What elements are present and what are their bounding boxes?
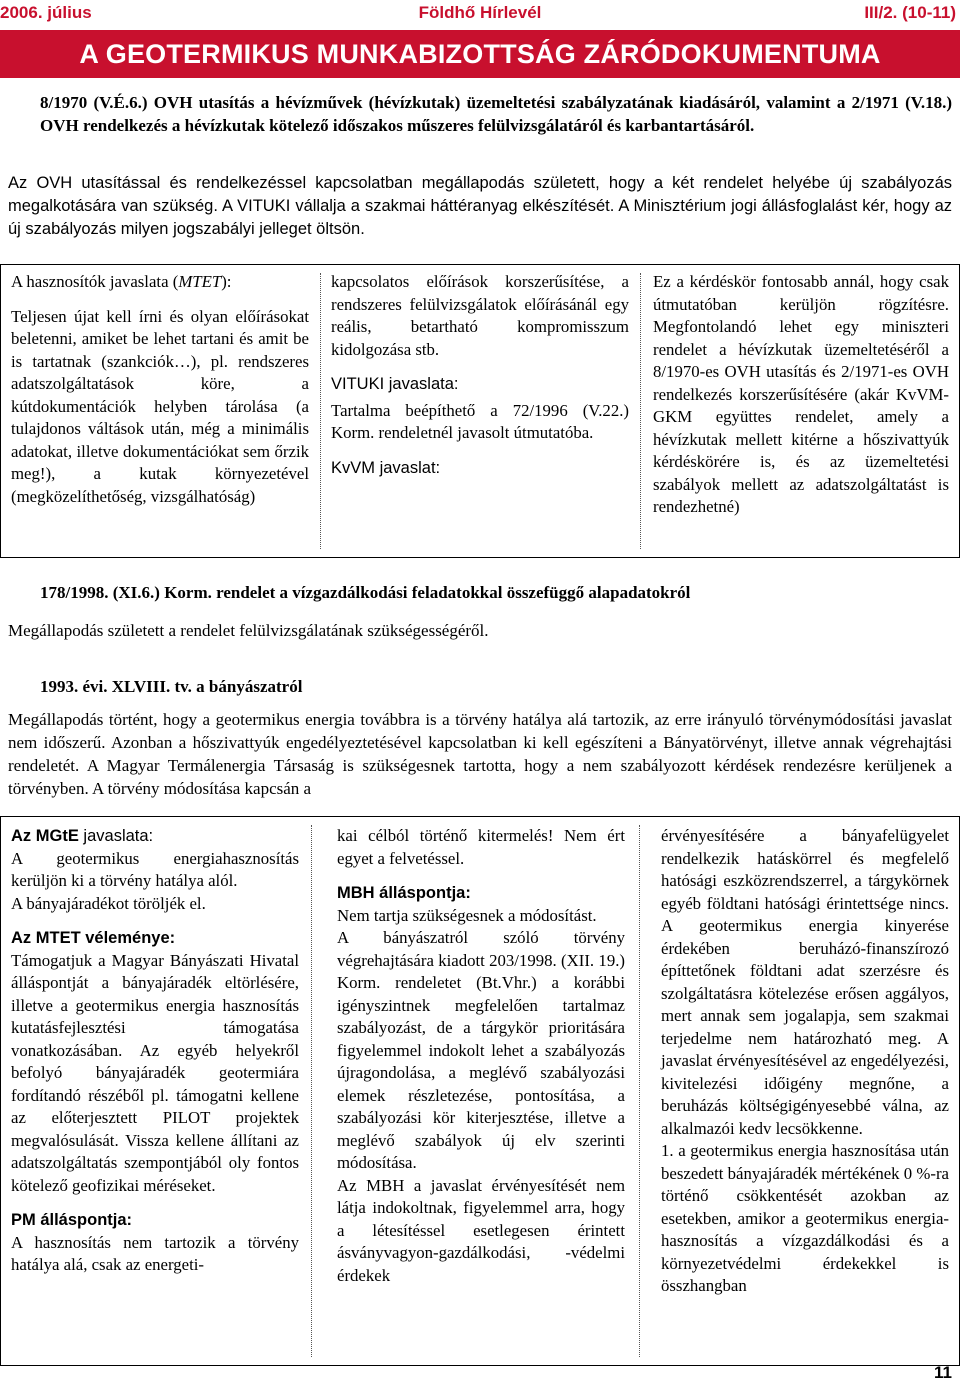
regulation-heading-8-1970: 8/1970 (V.É.6.) OVH utasítás a hévízművek (hévízkutak) üzemeltetési szabályzatának kiadásáról, valamint a 2/1971 (V.18.) OVH rendelkezés a hévízkutak kötelező időszakos műszeres felülvizsgálatáról és karbantartásáról. (40, 93, 952, 135)
mgte-heading: Az MGtE javaslata: (11, 827, 154, 845)
regulation-1993-text: Megállapodás történt, hogy a geotermikus energia továbbra is a törvény hatálya alá tartozik, az erre irányuló törvénymódosítási javaslat nem időszerű. Azonban a hőszivattyúk engedélyeztetésével kapcsolatban ki kell egészíteni a Bányatörvényt, illetve annak végrehajtási rendeletét. A Magyar Termálenergia Társaság is szükségesnek tartotta, hogy a nem szabályozott kérdések rendezésre kerüljenek a törvényben. A törvény módosítása kapcsán a (8, 710, 952, 798)
column-divider (311, 825, 312, 1357)
mtet-opinion-text: Támogatjuk a Magyar Bányászati Hivatal álláspontját a bányajáradék eltörlésére, illetve a geotermikus energia hasznosítás kutatásfejlesztési támogatása vonatkozásában. Az egyéb helyekről befolyó bányajáradék geotermiára fordítandó részéből pl. támogatni kellene az előterjesztett PILOT projektek megvalósulását. Vissza kellene állítani az adatszolgáltatás szempontjából oly fontos kötelező geofizikai méréseket. (11, 950, 299, 1195)
page-header (0, 0, 960, 30)
box2-col1 (11, 825, 299, 1277)
vituki-heading: VITUKI javaslata: (331, 375, 459, 393)
proposals-box-1 (0, 264, 960, 558)
mbh-text: Nem tartja szükségesnek a módosítást. (337, 905, 597, 925)
mbh-heading: MBH álláspontja: (337, 884, 471, 902)
mtet-opinion-heading: Az MTET véleménye: (11, 929, 176, 947)
box1-col2-text: kapcsolatos előírások korszerűsítése, a rendszeres felülvizsgálatok előírásánál egy reális, betartható kompromisszum kidolgozása stb. (331, 272, 629, 359)
box1-col3: Ez a kérdéskör fontosabb annál, hogy csak útmutatóban kerüljön rögzítésre. Megfontolandó lehet egy miniszteri rendelet a hévízkutak üzemeltetéséről a 8/1970-es OVH utasítás és 2/1971-es OVH rendelkezés korszerűsítésére (akár KvVM- GKM együttes rendelet, amely a hévízkutak mellett kitérne a hőszivattyúk kérdéskörére is, és az üzemeltetési szabályok mellett az adatszolgáltatást is rendezhetné) (653, 272, 949, 516)
box2-col3-text: érvényesítésére a bányafelügyelet rendelkezik hatáskörrel és megfelelő hatósági eszközrendszerrel, a tárgykörnek egyéb földtani hatósági érintettsége nincs. A geotermikus energia kinyerése érdekében beruházó-finanszírozó építtetőnek földtani adat szerzésre és szolgáltatásra kötelezése erősen aggályos, mert annak sem jogalapja, sem szakmai terjedelme nem határozható meg. A javaslat érvényesítésével az engedélyezési, kivitelezési időigény megnőne, a beruházás költségigényesebbé válna, az alkalmazói kedv lecsökkenne. (661, 826, 949, 1138)
regulation-178-text: Megállapodás született a rendelet felülvizsgálatának szükségességéről. (8, 621, 489, 640)
mgte-text-1: A geotermikus energiahasznosítás kerüljön ki a törvény hatálya alól. (11, 848, 299, 890)
column-divider (639, 825, 640, 1357)
box1-col1 (11, 271, 309, 508)
pm-text: A hasznosítás nem tartozik a törvény hatálya alá, csak az energeti- (11, 1232, 299, 1274)
box2-col2-text: kai célból történő kitermelés! Nem ért egyet a felvetéssel. (337, 826, 625, 868)
column-divider (320, 273, 321, 549)
header-date: 2006. július (0, 3, 92, 22)
page-number: 11 (934, 1363, 952, 1382)
pm-heading: PM álláspontja: (11, 1211, 133, 1229)
document-title: A GEOTERMIKUS MUNKABIZOTTSÁG ZÁRÓDOKUMENTUMA (0, 30, 960, 78)
header-issue: III/2. (10-11) (864, 3, 956, 22)
header-publication: Földhő Hírlevél (418, 3, 542, 22)
mbh-text-3: Az MBH a javaslat érvényesítését nem látja indokoltnak, figyelemmel arra, hogy a létesítéssel esetlegesen érintett ásványvagyon-gazdálkodási, -védelmi érdekek (337, 1175, 625, 1285)
column-divider (640, 273, 641, 549)
mtet-proposal-text: Teljesen újat kell írni és olyan előírásokat beletenni, amiket be lehet tartani és amit be is tartatnak (szankciók…), pl. rendszeres adatszolgáltatások köre, a kútdokumentációk helyben tárolása (a tulajdonos váltások után, még a minimális adatokat, illetve dokumentációkat sem őrzik meg!), a kutak környezetével (megközelíthetőség, vizsgálhatóság) (11, 306, 309, 506)
vituki-text: Tartalma beépíthető a 72/1996 (V.22.) Korm. rendeletnél javasolt útmutatóba. (331, 400, 629, 442)
proposals-box-2 (0, 816, 960, 1366)
regulation-heading-1993: 1993. évi. XLVIII. tv. a bányászatról (40, 677, 303, 696)
regulation-heading-178: 178/1998. (XI.6.) Korm. rendelet a vízgazdálkodási feladatokkal összefüggő alapadatokról (40, 583, 691, 602)
mtet-proposal-heading: A hasznosítók javaslata (MTET): (11, 272, 232, 291)
mgte-text-2: A bányajáradékot töröljék el. (11, 893, 206, 913)
mbh-text-2: A bányászatról szóló törvény végrehajtására kiadott 203/1998. (XII. 19.) Korm. rendeletet (Bt.Vhr.) a korábbi igényszintnek megfelelően tartalmaz szabályozást, de a tárgykör prioritására figyelemmel indokolt lehet a szabályozás újragondolása, a meglévő szabályozási elemek részletezése, pontosítása, a szabályozási kör kiterjesztése, illetve a meglévő szabályok új elv szerinti módosítása. (337, 928, 625, 1172)
box2-col2 (337, 825, 625, 1287)
ovh-paragraph: Az OVH utasítással és rendelkezéssel kapcsolatban megállapodás született, hogy a két rendelet helyébe új szabályozás megalkotására van szükség. A VITUKI vállalja a szakmai háttéranyag elkészítését. A Minisztérium jogi állásfoglalást kér, hogy az új szabályozás milyen jogszabályi jelleget öltsön. (8, 174, 952, 238)
kvvm-heading: KvVM javaslat: (331, 458, 441, 477)
box1-col2 (331, 271, 629, 479)
box2-col3-item-1: 1. a geotermikus energia hasznosítása után beszedett bányajáradék mértékének 0 %-ra történő csökkentését azokban az esetekben, amikor a geotermikus energia-hasznosítás a vízgazdálkodási és a környezetvédelmi érdekekkel is összhangban (661, 1141, 949, 1295)
box2-col3 (661, 825, 949, 1298)
